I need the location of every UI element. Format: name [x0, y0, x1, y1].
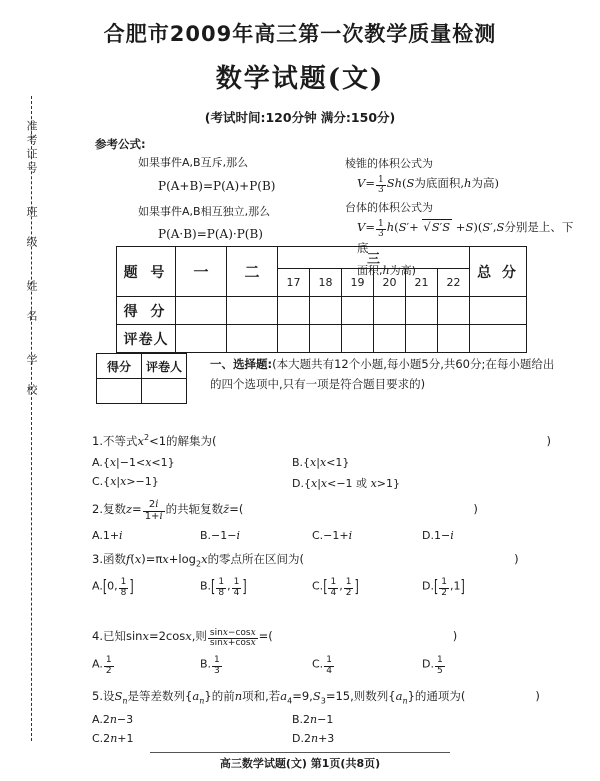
question-1-stem: 1.不等式$x^2<1$的解集为( ) [92, 433, 552, 448]
question-3-stem: 3.函数$f(x)=\pi x+\log_2x$的零点所在区间为( ) [92, 552, 519, 569]
cell-score-label: 得 分 [117, 297, 176, 325]
cell-q18: 18 [310, 269, 342, 297]
formula-frustum-title: 台体的体积公式为 [345, 201, 433, 215]
formula-left-block [116, 155, 366, 252]
cell-q22: 22 [438, 269, 470, 297]
section-one-desc: (本大题共有12个小题,每小题5分,共60分;在每小题给出的四个选项中,只有一项是符合题目要求的) [210, 357, 555, 391]
exam-info: (考试时间:120分钟 满分:150分) [204, 110, 396, 125]
table-row-group-header [117, 247, 527, 269]
question-5-option-b[interactable]: B.2n−1 [292, 713, 334, 727]
score-20[interactable] [374, 297, 406, 325]
formula-frustum-eq: V= $\frac{1}{3}$ h(S′+ √S′S +S)(S′,S分别是上、下底 [357, 218, 574, 255]
cell-grader-label: 评卷人 [117, 325, 176, 353]
cell-q20: 20 [374, 269, 406, 297]
grader-1[interactable] [176, 325, 227, 353]
grader-2[interactable] [227, 325, 278, 353]
formula-mutually-exclusive-eq: P(A+B)=P(A)+P(B) [158, 178, 276, 193]
grader-box-grader-value[interactable] [142, 379, 187, 404]
question-4-option-a[interactable]: A. $\frac{1}{2}$ [92, 655, 112, 676]
seal-field-zkzh: 准考证号 [25, 120, 38, 176]
formula-independent-text: 如果事件A,B相互独立,那么 [138, 204, 271, 218]
grader-20[interactable] [374, 325, 406, 353]
grader-box-score-value[interactable] [97, 379, 142, 404]
score-21[interactable] [406, 297, 438, 325]
question-2-options [92, 529, 572, 542]
formula-mutually-exclusive-text: 如果事件A,B互斥,那么 [138, 156, 249, 169]
question-3-options [92, 578, 572, 598]
question-4-option-d[interactable]: D. $\frac{1}{5}$ [422, 655, 443, 676]
cell-question-no: 题 号 [117, 247, 176, 297]
question-1-options-2 [92, 475, 572, 491]
score-22[interactable] [438, 297, 470, 325]
question-2 [92, 500, 572, 542]
formula-independent-eq: P(A·B)=P(A)·P(B) [158, 227, 263, 241]
grader-box-grader-label: 评卷人 [142, 354, 187, 379]
table-row-grader [117, 325, 527, 353]
cell-part-3: 三 [278, 247, 470, 269]
question-3-option-d[interactable]: D.[ $\frac{1}{2}$ ,1] [422, 576, 465, 598]
seal-field-name: 姓 名 [25, 280, 38, 324]
table-row [97, 379, 187, 404]
question-4-option-c[interactable]: C. $\frac{1}{4}$ [312, 655, 332, 676]
score-1[interactable] [176, 297, 227, 325]
grader-21[interactable] [406, 325, 438, 353]
table-row [97, 354, 187, 379]
formula-label: 参考公式: [95, 137, 146, 151]
cell-part-1: 一 [176, 247, 227, 297]
page-title: 合肥市2009年高三第一次教学质量检测 [103, 22, 497, 46]
page-footer: 高三数学试题(文) 第1页(共8页) [219, 757, 381, 770]
question-3 [92, 551, 572, 598]
cell-q17: 17 [278, 269, 310, 297]
question-5-option-d[interactable]: D.2n+3 [292, 732, 335, 746]
grader-18[interactable] [310, 325, 342, 353]
grader-box-score-label: 得分 [97, 354, 142, 379]
formula-cone-title: 棱锥的体积公式为 [345, 157, 433, 170]
question-5-stem: 5.设$S_n$是等差数列$\{a_n\}$的前n项和,若$a_4=9,S_3=15$,则数列$\{a_n\}$的通项为( ) [92, 689, 540, 706]
score-table [116, 246, 527, 353]
cell-part-2: 二 [227, 247, 278, 297]
question-1-option-d[interactable]: D.{x|x<−1 或 x>1} [292, 477, 400, 491]
question-4-stem: 4.已知sinx=2cosx,则 $\frac{\sin x-\cos x}{\sin x+\cos x}$ =( ) [92, 627, 458, 648]
question-4 [92, 628, 572, 676]
cell-total: 总 分 [470, 247, 527, 297]
question-3-option-a[interactable]: A.[0, $\frac{1}{8}$ ] [92, 576, 134, 598]
grader-box [96, 353, 187, 404]
question-5-option-a[interactable]: A.2n−3 [92, 713, 134, 727]
formula-frustum-eq-cont: 面积,h为高) [357, 263, 416, 277]
score-19[interactable] [342, 297, 374, 325]
score-2[interactable] [227, 297, 278, 325]
question-2-option-c[interactable]: C.−1+i [312, 529, 353, 542]
question-1 [92, 432, 572, 491]
section-one-title: 一、选择题: [210, 357, 273, 371]
cell-q19: 19 [342, 269, 374, 297]
table-row-score [117, 297, 527, 325]
cell-q21: 21 [406, 269, 438, 297]
question-5-option-c[interactable]: C.2n+1 [92, 732, 134, 746]
question-2-option-a[interactable]: A.1+i [92, 529, 123, 542]
question-2-option-d[interactable]: D.1−i [422, 529, 454, 542]
question-1-option-c[interactable]: C.{x|x>−1} [92, 475, 159, 489]
page-subtitle: 数学试题(文) [215, 64, 385, 94]
score-17[interactable] [278, 297, 310, 325]
seal-field-class: 班 级 [25, 206, 38, 250]
question-5-options-2 [92, 732, 572, 745]
grader-19[interactable] [342, 325, 374, 353]
question-3-option-b[interactable]: B.[ $\frac{1}{8}$ , $\frac{1}{4}$ ] [200, 576, 247, 598]
grader-22[interactable] [438, 325, 470, 353]
formula-cone-eq: V= $\frac{1}{3}$ Sh(S为底面积,h为高) [357, 174, 499, 195]
question-1-option-a[interactable]: A.{x|−1<x<1} [92, 456, 175, 470]
question-3-option-c[interactable]: C.[ $\frac{1}{4}$ , $\frac{1}{2}$ ] [312, 576, 359, 598]
grader-17[interactable] [278, 325, 310, 353]
section-one-heading [210, 355, 560, 394]
question-1-option-b[interactable]: B.{x|x<1} [292, 456, 350, 470]
question-1-options [92, 456, 572, 469]
question-4-option-b[interactable]: B. $\frac{1}{3}$ [200, 655, 220, 676]
score-18[interactable] [310, 297, 342, 325]
question-5-options [92, 713, 572, 726]
grader-total[interactable] [470, 325, 527, 353]
seal-field-school: 学 校 [25, 354, 38, 398]
question-2-option-b[interactable]: B.−1−i [200, 529, 241, 542]
question-4-options [92, 656, 572, 676]
footer-divider [150, 752, 450, 753]
score-total[interactable] [470, 297, 527, 325]
question-5 [92, 688, 572, 745]
question-2-stem: 2.复数z= $\frac{2i}{1+i}$ 的共轭复数z̄=( ) [92, 499, 478, 522]
seal-column [20, 120, 42, 720]
